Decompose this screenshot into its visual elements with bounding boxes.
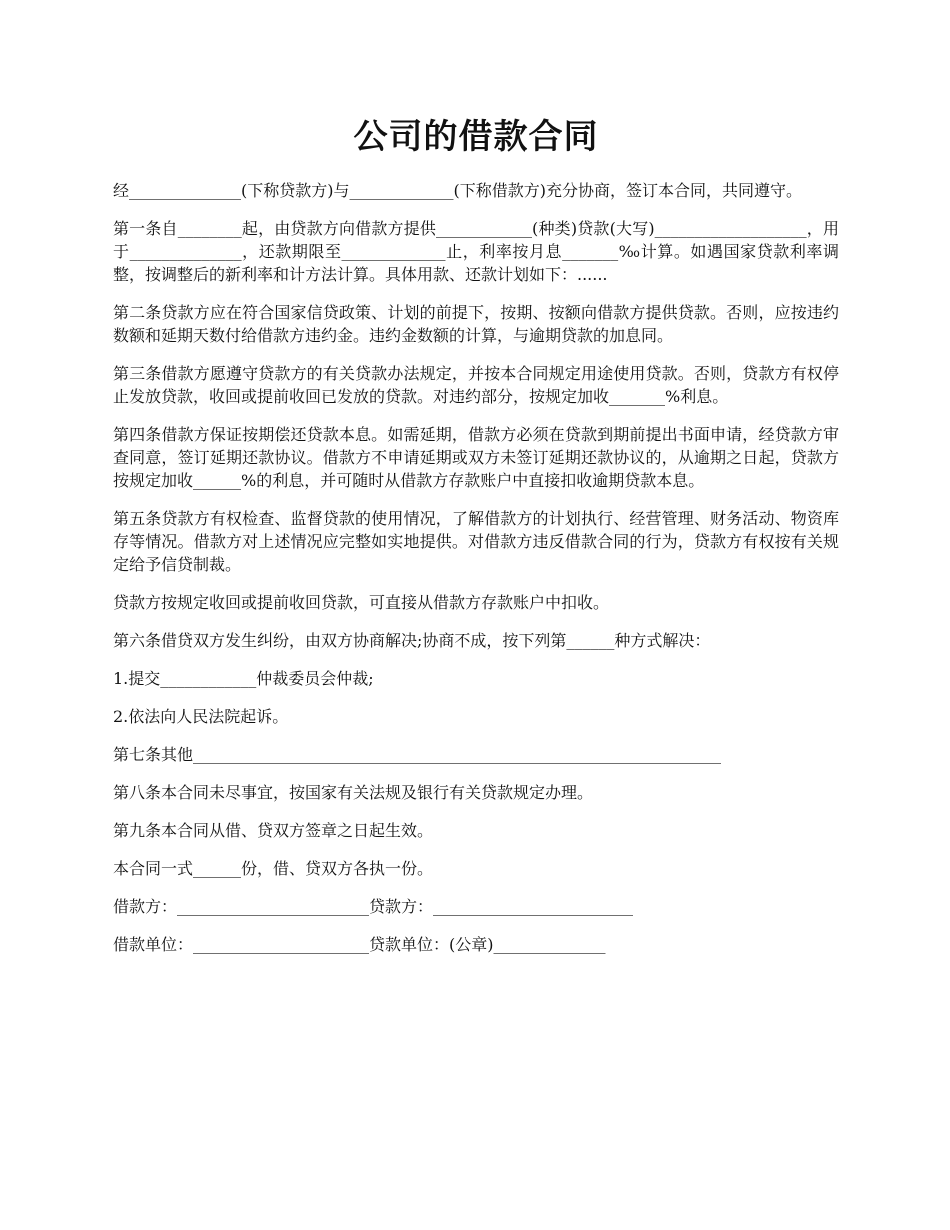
article-5: 第五条贷款方有权检查、监督贷款的使用情况，了解借款方的计划执行、经营管理、财务活动、物资库存等情况。借款方对上述情况应完整如实地提供。对借款方违反借款合同的行为，贷款方有权按有关规定给予信贷制裁。 <box>113 509 839 574</box>
document-title: 公司的借款合同 <box>353 117 599 157</box>
article-7: 第七条其他__________________________________________________________________ <box>113 745 722 764</box>
intro-paragraph: 经______________(下称贷款方)与_____________(下称借款方)充分协商，签订本合同，共同遵守。 <box>113 181 802 200</box>
article-6-option-2: 2.依法向人民法院起诉。 <box>113 707 289 726</box>
article-6-option-1: 1.提交____________仲裁委员会仲裁; <box>113 669 374 688</box>
article-5-note: 贷款方按规定收回或提前收回贷款，可直接从借款方存款账户中扣收。 <box>113 593 610 612</box>
article-6: 第六条借贷双方发生纠纷，由双方协商解决;协商不成，按下列第______种方式解决： <box>113 631 711 650</box>
article-9: 第九条本合同从借、贷双方签章之日起生效。 <box>113 821 434 840</box>
article-3: 第三条借款方愿遵守贷款方的有关贷款办法规定，并按本合同规定用途使用贷款。否则，贷款方有权停止发放贷款，收回或提前收回已发放的贷款。对违约部分，按规定加收_______%利息。 <box>113 364 839 406</box>
signature-units: 借款单位：______________________贷款单位：(公章)______________ <box>113 935 606 954</box>
article-8: 第八条本合同未尽事宜，按国家有关法规及银行有关贷款规定办理。 <box>113 783 594 802</box>
copies-clause: 本合同一式______份，借、贷双方各执一份。 <box>113 859 434 878</box>
article-4: 第四条借款方保证按期偿还贷款本息。如需延期，借款方必须在贷款到期前提出书面申请，经贷款方审查同意，签订延期还款协议。借款方不申请延期或双方未签订延期还款协议的，从逾期之日起，贷款方按规定加收______%的利息，并可随时从借款方存款账户中直接扣收逾期贷款本息。 <box>113 425 839 490</box>
document-page <box>113 0 839 971</box>
article-2: 第二条贷款方应在符合国家信贷政策、计划的前提下，按期、按额向借款方提供贷款。否则，应按违约数额和延期天数付给借款方违约金。违约金数额的计算，与逾期贷款的加息同。 <box>113 303 839 345</box>
document-body <box>113 179 839 956</box>
article-1: 第一条自________起，由贷款方向借款方提供____________(种类)贷款(大写)___________________，用于______________，还款期限至_____________止，利率按月息_______‰计算。如遇国家贷款利率调整，按调整后的新利率和计方法计算。具体用款、还款计划如下：...... <box>113 219 839 284</box>
signature-parties: 借款方：________________________贷款方：_________________________ <box>113 897 634 916</box>
